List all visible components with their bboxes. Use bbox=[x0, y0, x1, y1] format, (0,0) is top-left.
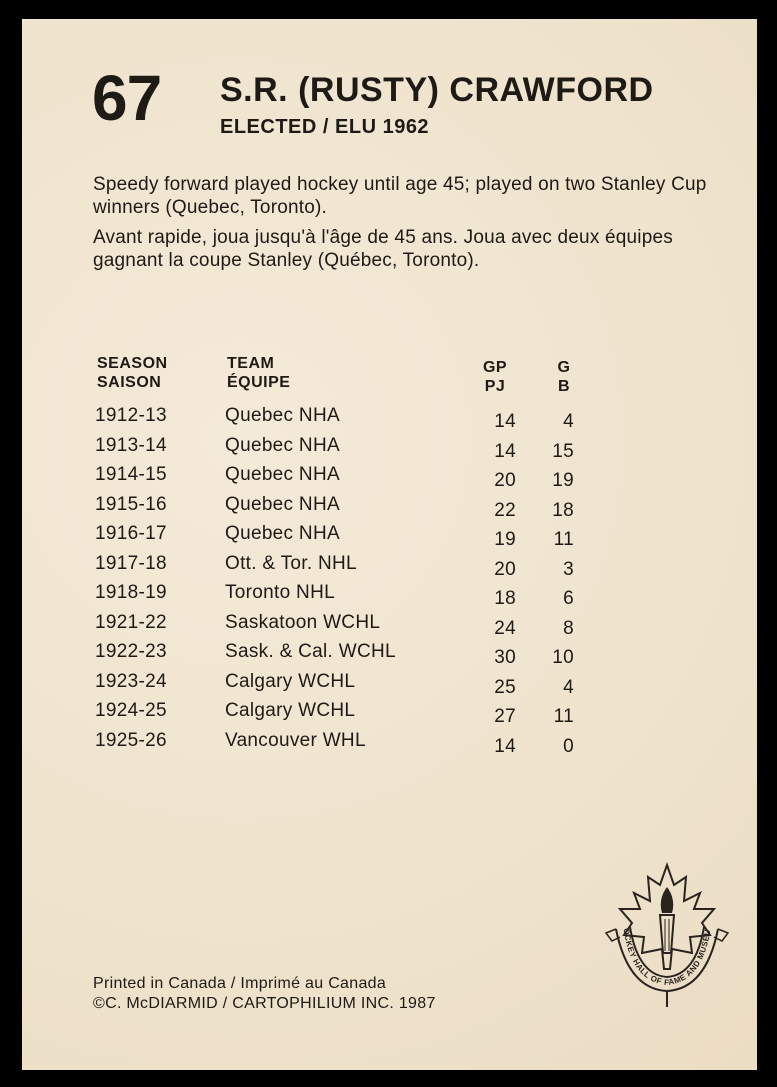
header-gp-en: GP bbox=[482, 359, 508, 376]
cell-goals: 11 bbox=[553, 706, 574, 727]
cell-season: 1925-26 bbox=[95, 729, 167, 751]
cell-goals: 4 bbox=[563, 676, 574, 698]
cell-gp: 14 bbox=[494, 440, 516, 462]
cell-team: Quebec NHA bbox=[225, 464, 340, 485]
header-team-en: TEAM bbox=[227, 355, 275, 372]
cell-gp: 27 bbox=[494, 706, 516, 727]
cell-gp: 19 bbox=[494, 529, 516, 550]
cell-season: 1924-25 bbox=[95, 700, 167, 721]
cell-gp: 20 bbox=[494, 470, 516, 491]
cell-team: Ott. & Tor. NHL bbox=[225, 552, 357, 574]
card-number: 67 bbox=[92, 62, 162, 134]
cell-goals: 3 bbox=[563, 558, 574, 580]
cell-goals: 0 bbox=[563, 735, 574, 757]
cell-season: 1916-17 bbox=[95, 523, 167, 544]
cell-season: 1923-24 bbox=[95, 670, 167, 692]
header-team-fr: ÉQUIPE bbox=[227, 374, 291, 391]
cell-goals: 10 bbox=[552, 647, 574, 668]
cell-gp: 20 bbox=[494, 558, 516, 580]
header-g-fr: B bbox=[557, 378, 571, 395]
cell-gp: 25 bbox=[494, 676, 516, 698]
table-row bbox=[22, 405, 757, 435]
cell-team: Toronto NHL bbox=[225, 582, 335, 603]
table-row bbox=[22, 435, 757, 465]
cell-team: Calgary WCHL bbox=[225, 670, 356, 692]
cell-season: 1917-18 bbox=[95, 552, 167, 574]
cell-goals: 4 bbox=[563, 411, 574, 432]
cell-season: 1913-14 bbox=[95, 434, 167, 456]
header-g-en: G bbox=[557, 359, 571, 376]
cell-gp: 14 bbox=[494, 411, 516, 432]
footer bbox=[93, 974, 436, 1014]
header-games-played bbox=[470, 358, 520, 396]
copyright-text: ©C. McDIARMID / CARTOPHILIUM INC. 1987 bbox=[93, 995, 436, 1012]
cell-team: Calgary WCHL bbox=[225, 700, 356, 721]
cell-gp: 14 bbox=[494, 735, 516, 757]
elected-year: ELECTED / ELU 1962 bbox=[220, 116, 430, 138]
header-season-en: SEASON bbox=[97, 355, 168, 372]
cell-team: Quebec NHA bbox=[225, 523, 340, 544]
cell-goals: 18 bbox=[552, 499, 574, 521]
bio-french: Avant rapide, joua jusqu'à l'âge de 45 ans. Joua avec deux équipes gagnant la coupe Stanley (Québec, Toronto). bbox=[93, 227, 673, 271]
cell-gp: 22 bbox=[494, 499, 516, 521]
table-row bbox=[22, 730, 757, 760]
table-row bbox=[22, 641, 757, 671]
table-row bbox=[22, 582, 757, 612]
cell-team: Quebec NHA bbox=[225, 434, 340, 456]
cell-team: Quebec NHA bbox=[225, 493, 340, 515]
cell-season: 1912-13 bbox=[95, 405, 167, 426]
table-row bbox=[22, 700, 757, 730]
cell-season: 1918-19 bbox=[95, 582, 167, 603]
cell-goals: 15 bbox=[552, 440, 574, 462]
cell-team: Sask. & Cal. WCHL bbox=[225, 641, 396, 662]
table-row bbox=[22, 671, 757, 701]
table-row bbox=[22, 612, 757, 642]
player-name: S.R. (RUSTY) CRAWFORD bbox=[220, 71, 654, 109]
printed-in-text: Printed in Canada / Imprimé au Canada bbox=[93, 975, 387, 992]
cell-season: 1921-22 bbox=[95, 611, 167, 633]
cell-goals: 19 bbox=[552, 470, 574, 491]
header-team bbox=[227, 354, 290, 392]
cell-gp: 24 bbox=[494, 617, 516, 639]
svg-text:HOCKEY HALL OF FAME AND MUSEUM: OCKEY HALL OF FAME AND MUSEU bbox=[621, 927, 713, 988]
cell-goals: 11 bbox=[553, 529, 574, 550]
hockey-hall-of-fame-logo-icon bbox=[602, 857, 732, 1017]
cell-gp: 18 bbox=[494, 588, 516, 609]
cell-goals: 6 bbox=[563, 588, 574, 609]
header-season-fr: SAISON bbox=[97, 374, 162, 391]
cell-season: 1914-15 bbox=[95, 464, 167, 485]
header-gp-fr: PJ bbox=[484, 378, 506, 395]
cell-goals: 8 bbox=[563, 617, 574, 639]
bio-english: Speedy forward played hockey until age 45; played on two Stanley Cup winners (Quebec, Toronto). bbox=[93, 174, 707, 218]
cell-season: 1915-16 bbox=[95, 493, 167, 515]
stats-table bbox=[22, 405, 757, 759]
cell-season: 1922-23 bbox=[95, 641, 167, 662]
header-goals bbox=[544, 358, 584, 396]
cell-team: Saskatoon WCHL bbox=[225, 611, 381, 633]
table-row bbox=[22, 523, 757, 553]
table-row bbox=[22, 553, 757, 583]
cell-team: Quebec NHA bbox=[225, 405, 340, 426]
cell-gp: 30 bbox=[494, 647, 516, 668]
header-season bbox=[97, 354, 168, 392]
table-row bbox=[22, 494, 757, 524]
cell-team: Vancouver WHL bbox=[225, 729, 366, 751]
table-row bbox=[22, 464, 757, 494]
trading-card-back bbox=[22, 19, 757, 1070]
